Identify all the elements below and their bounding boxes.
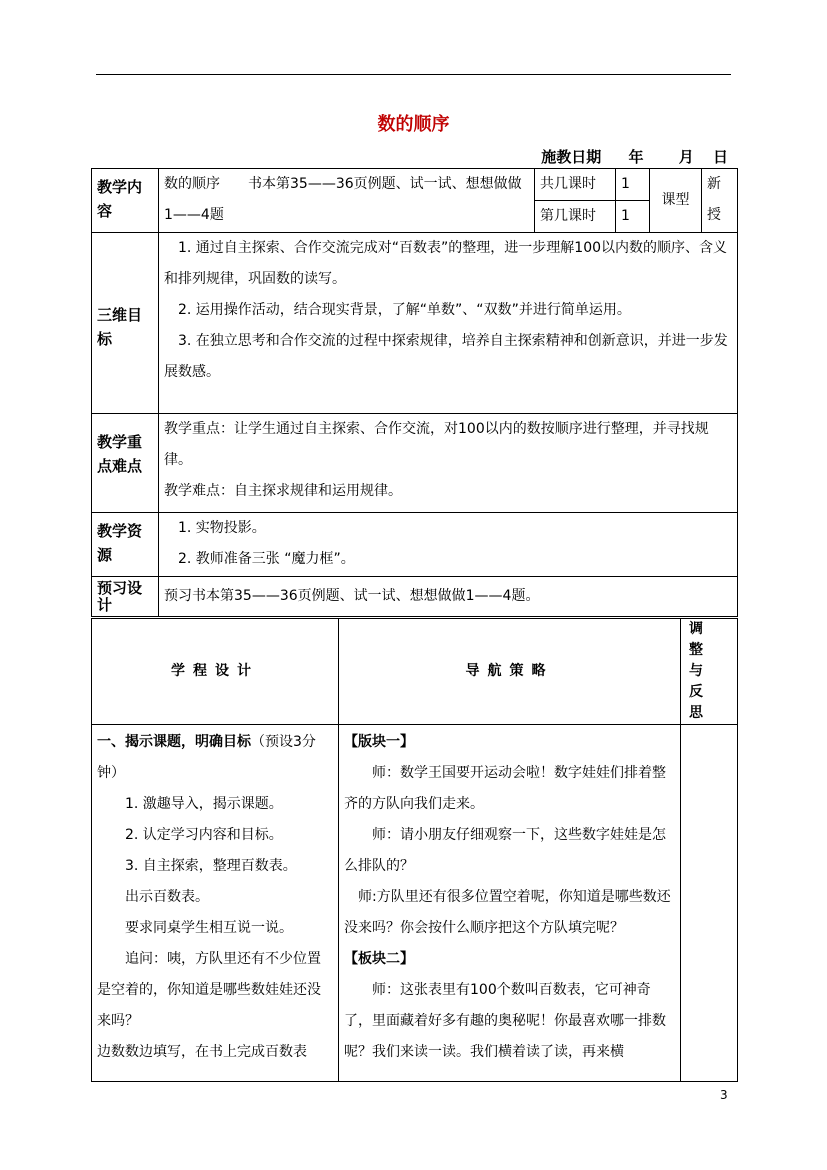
- strategy-item: 师：请小朋友仔细观察一下，这些数字娃娃是怎么排队的？: [344, 827, 666, 874]
- date-month: 月: [678, 148, 694, 166]
- strategy-item: 师：这张表里有100个数叫百数表，它可神奇了，里面藏着好多有趣的奥秘呢！你最喜欢哪一排数呢？我们来读一读。我们横着读了读，再来横: [344, 982, 666, 1060]
- block2-label: 【板块二】: [344, 951, 414, 967]
- preview-text: 预习书本第35——36页例题、试一试、想想做做1——4题。: [159, 577, 738, 617]
- strategy-item: 师：数学王国要开运动会啦！数字娃娃们排着整齐的方队向我们走来。: [344, 765, 666, 812]
- content-text: 数的顺序 书本第35——36页例题、试一试、想想做做1——4题: [159, 169, 535, 233]
- key-point: 教学重点：让学生通过自主探索、合作交流，对100以内的数按顺序进行整理，并寻找规律。: [164, 421, 709, 468]
- step-item: 3. 自主探索，整理百数表。: [125, 858, 297, 874]
- keys-cell: [159, 414, 738, 513]
- total-value: 1: [616, 169, 650, 201]
- date-line: [527, 146, 728, 167]
- strategy-cell: [339, 725, 681, 1082]
- col3-header: 调整与反思: [681, 619, 738, 725]
- col2-header: 导航策略: [339, 619, 681, 725]
- difficulty: 教学难点：自主探求规律和运用规律。: [164, 483, 402, 499]
- header-rule: [96, 74, 731, 75]
- resources-label: 教学资源: [92, 513, 159, 577]
- type-value: 新授: [702, 169, 738, 233]
- which-value: 1: [616, 201, 650, 233]
- step-item: 边数数边填写，在书上完成百数表: [97, 1044, 307, 1060]
- step-item: 出示百数表。: [125, 889, 209, 905]
- page-number: 3: [720, 1088, 728, 1102]
- resource-item: 1. 实物投影。: [178, 520, 266, 536]
- date-year: 年: [628, 148, 644, 166]
- step-item: 1. 激趣导入，揭示课题。: [125, 796, 283, 812]
- step-item: 2. 认定学习内容和目标。: [125, 827, 283, 843]
- section-title: 一、揭示课题，明确目标: [97, 734, 251, 750]
- goals-cell: [159, 233, 738, 414]
- resource-item: 2. 教师准备三张 “魔力框”。: [178, 551, 355, 567]
- resources-cell: [159, 513, 738, 577]
- keys-label: 教学重点难点: [92, 414, 159, 513]
- preview-label: 预习设计: [92, 577, 159, 617]
- date-label: 施教日期: [541, 148, 602, 166]
- step-item: 追问：咦，方队里还有不少位置是空着的，你知道是哪些数娃娃还没来吗？: [97, 951, 321, 1029]
- strategy-item: 师:方队里还有很多位置空着呢，你知道是哪些数还没来吗？你会按什么顺序把这个方队填完呢？: [344, 889, 671, 936]
- step-item: 要求同桌学生相互说一说。: [125, 920, 293, 936]
- goal-item: 2. 运用操作活动，结合现实背景，了解“单数”、“双数”并进行简单运用。: [178, 302, 631, 318]
- goals-label: 三维目标: [92, 233, 159, 414]
- lesson-info-table: [91, 168, 738, 617]
- goal-item: 3. 在独立思考和合作交流的过程中探索规律，培养自主探索精神和创新意识，并进一步发展数感。: [164, 333, 728, 380]
- lesson-design-table: [91, 618, 738, 1082]
- total-label: 共几课时: [535, 169, 616, 201]
- block1-label: 【版块一】: [344, 734, 414, 750]
- design-steps-cell: [92, 725, 339, 1082]
- page-title: 数的顺序: [377, 114, 450, 135]
- section-time: （预设3分钟）: [97, 734, 316, 781]
- reflection-cell: [681, 725, 738, 1082]
- content-label: 教学内容: [92, 169, 159, 233]
- type-label: 课型: [650, 169, 702, 233]
- col1-header: 学程设计: [92, 619, 339, 725]
- goal-item: 1. 通过自主探索、合作交流完成对“百数表”的整理，进一步理解100以内数的顺序、含义和排列规律，巩固数的读写。: [164, 240, 728, 287]
- date-day: 日: [712, 148, 728, 166]
- which-label: 第几课时: [535, 201, 616, 233]
